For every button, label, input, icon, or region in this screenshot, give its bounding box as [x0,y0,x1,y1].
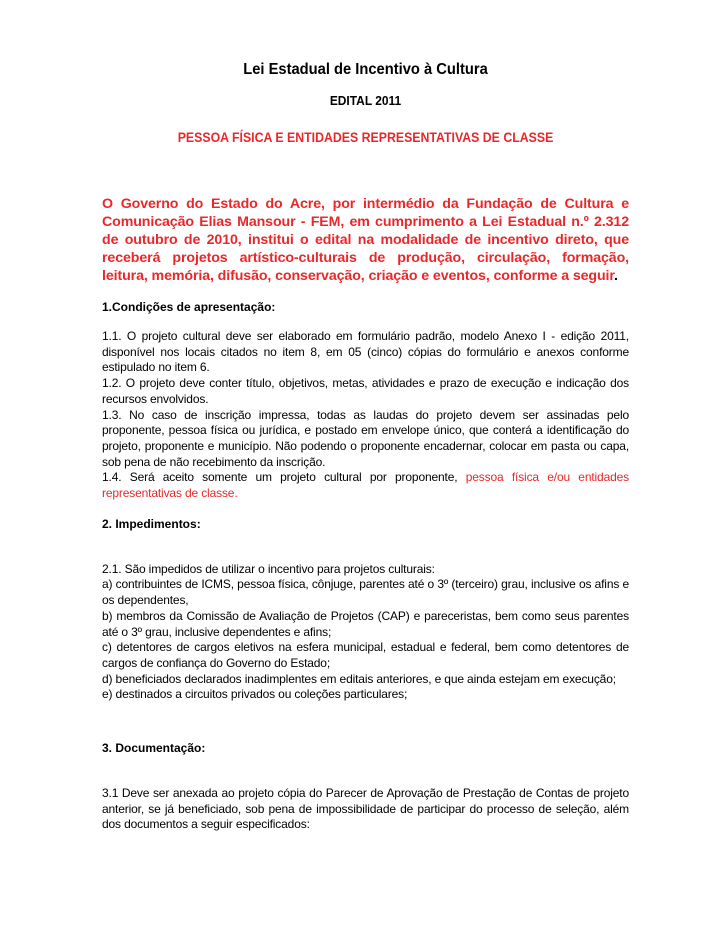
item-1-4-text: 1.4. Será aceito somente um projeto cultural por proponente, [102,470,466,485]
item-2-b: b) membros da Comissão de Avaliação de Projetos (CAP) e pareceristas, bem como seus parentes até o 3º grau, inclusive dependentes e afins; [102,608,629,639]
item-1-3: 1.3. No caso de inscrição impressa, todas as laudas do projeto devem ser assinadas pelo proponente, pessoa física ou jurídica, e postado em envelope único, que conterá a identificação do projeto, proponente e município. Não podendo o proponente encadernar, colocar em pasta ou capa, sob pena de não recebimento da inscrição. [102,407,629,469]
section-2-heading: 2. Impedimentos: [102,516,201,531]
edital-label: EDITAL 2011 [329,93,402,108]
section-2-body [102,562,629,703]
document-subtitle: PESSOA FÍSICA E ENTIDADES REPRESENTATIVAS DE CLASSE [177,129,554,145]
item-1-2: 1.2. O projeto deve conter título, objetivos, metas, atividades e prazo de execução e indicação dos recursos envolvidos. [102,376,629,406]
section-3-body [102,786,629,833]
section-1-heading: 1.Condições de apresentação: [102,300,276,314]
intro-text: O Governo do Estado do Acre, por intermédio da Fundação de Cultura e Comunicação Elias Mansour - FEM, em cumprimento a Lei Estadual n.º 2.312 de outubro de 2010, institui o edital na modalidade de incentivo direto, que receberá projetos artístico-culturais de produção, circulação, formação, leitura, memória, difusão, conservação, criação e eventos, conforme a seguir [102,196,629,284]
item-1-4-highlight: pessoa física e/ou entidades representativas de classe. [102,470,629,501]
item-1-1: 1.1. O projeto cultural deve ser elaborado em formulário padrão, modelo Anexo I - edição 2011, disponível nos locais citados no item 8, em 05 (cinco) cópias do formulário e anexos conforme estipulado no item 6. [102,329,629,375]
document-title: Lei Estadual de Incentivo à Cultura [243,61,488,78]
intro-end: . [614,268,618,284]
item-2-c: c) detentores de cargos eletivos na esfera municipal, estadual e federal, bem como detentores de cargos de confiança do Governo do Estado; [102,640,629,670]
item-2-e: e) destinados a circuitos privados ou coleções particulares; [102,687,408,702]
item-3-1: 3.1 Deve ser anexada ao projeto cópia do Parecer de Aprovação de Prestação de Contas de projeto anterior, se já beneficiado, sob pena de impossibilidade de participar do processo de seleção, além dos documentos a seguir especificados: [102,786,629,832]
section-1-body [102,329,629,502]
document-page [102,60,629,833]
item-2-a: a) contribuintes de ICMS, pessoa física, cônjuge, parentes até o 3º (terceiro) grau, inclusive os afins e os dependentes, [102,577,629,608]
intro-paragraph [102,195,629,285]
item-2-d: d) beneficiados declarados inadimplentes em editais anteriores, e que ainda estejam em execução; [102,671,616,686]
item-1-4 [102,470,629,501]
item-2-1: 2.1. São impedidos de utilizar o incentivo para projetos culturais: [102,561,435,576]
section-3-heading: 3. Documentação: [102,741,206,756]
